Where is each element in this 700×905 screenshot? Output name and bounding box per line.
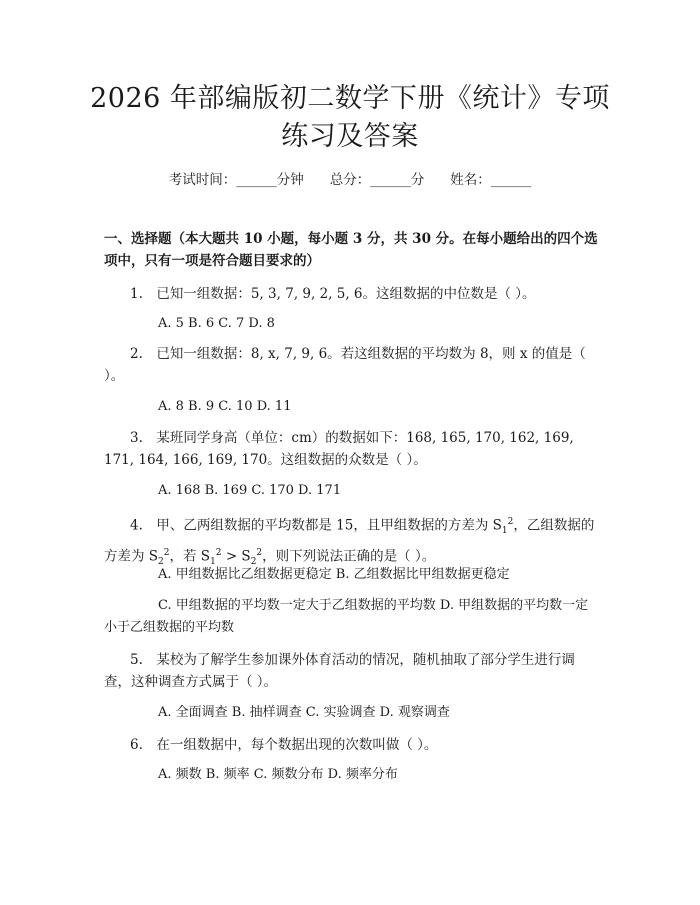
student-name-label: 姓名：______ bbox=[450, 172, 532, 188]
question-text: 3. 某班同学身高（单位：cm）的数据如下：168, 165, 170, 162, 169, 171, 164, 166, 169, 170。这组数据的众数是（ ）。 bbox=[104, 430, 574, 468]
question-4-options-line2: C. 甲组数据的平均数一定大于乙组数据的平均数 D. 甲组数据的平均数一定小于乙组数据的平均数 bbox=[104, 598, 589, 635]
question-text: 6. 在一组数据中，每个数据出现的次数叫做（ ）。 bbox=[130, 737, 438, 753]
question-2 bbox=[104, 343, 600, 387]
exam-time-label: 考试时间：______分钟 bbox=[168, 172, 304, 188]
question-text: 4. 甲、乙两组数据的平均数都是 15，且甲组数据的方差为 $S_1^2$，乙组数据的方差为 $S_2^2$，若 $S_1^2 > S_2^2$，则下列说法正确的是（ ）。 bbox=[104, 517, 595, 568]
question-1-options: A. 5 B. 6 C. 7 D. 8 bbox=[158, 316, 275, 331]
question-3 bbox=[104, 427, 600, 471]
question-6-options: A. 频数 B. 频率 C. 频数分布 D. 频率分布 bbox=[158, 767, 398, 782]
question-text: 1. 已知一组数据：5, 3, 7, 9, 2, 5, 6。这组数据的中位数是（ ）。 bbox=[130, 286, 536, 302]
question-4-options-line1: A. 甲组数据比乙组数据更稳定 B. 乙组数据比甲组数据更稳定 bbox=[158, 567, 510, 582]
question-2-options: A. 8 B. 9 C. 10 D. 11 bbox=[158, 399, 292, 414]
question-5-options: A. 全面调查 B. 抽样调查 C. 实验调查 D. 观察调查 bbox=[158, 705, 450, 720]
total-score-label: 总分：______分 bbox=[329, 172, 425, 188]
exam-meta bbox=[0, 168, 700, 188]
section-heading: 一、选择题（本大题共 10 小题，每小题 3 分，共 30 分。在每小题给出的四个选项中，只有一项是符合题目要求的） bbox=[104, 231, 598, 269]
question-1 bbox=[104, 283, 600, 305]
page-title: 2026 年部编版初二数学下册《统计》专项练习及答案 bbox=[90, 83, 610, 152]
question-text: 5. 某校为了解学生参加课外体育活动的情况，随机抽取了部分学生进行调查，这种调查方式属于（ ）。 bbox=[104, 652, 575, 690]
question-3-options: A. 168 B. 169 C. 170 D. 171 bbox=[158, 483, 342, 498]
question-5 bbox=[104, 649, 600, 693]
question-text: 2. 已知一组数据：8, x, 7, 9, 6。若这组数据的平均数为 8，则 x 的值是（ ）。 bbox=[104, 346, 586, 384]
question-6 bbox=[104, 734, 600, 756]
